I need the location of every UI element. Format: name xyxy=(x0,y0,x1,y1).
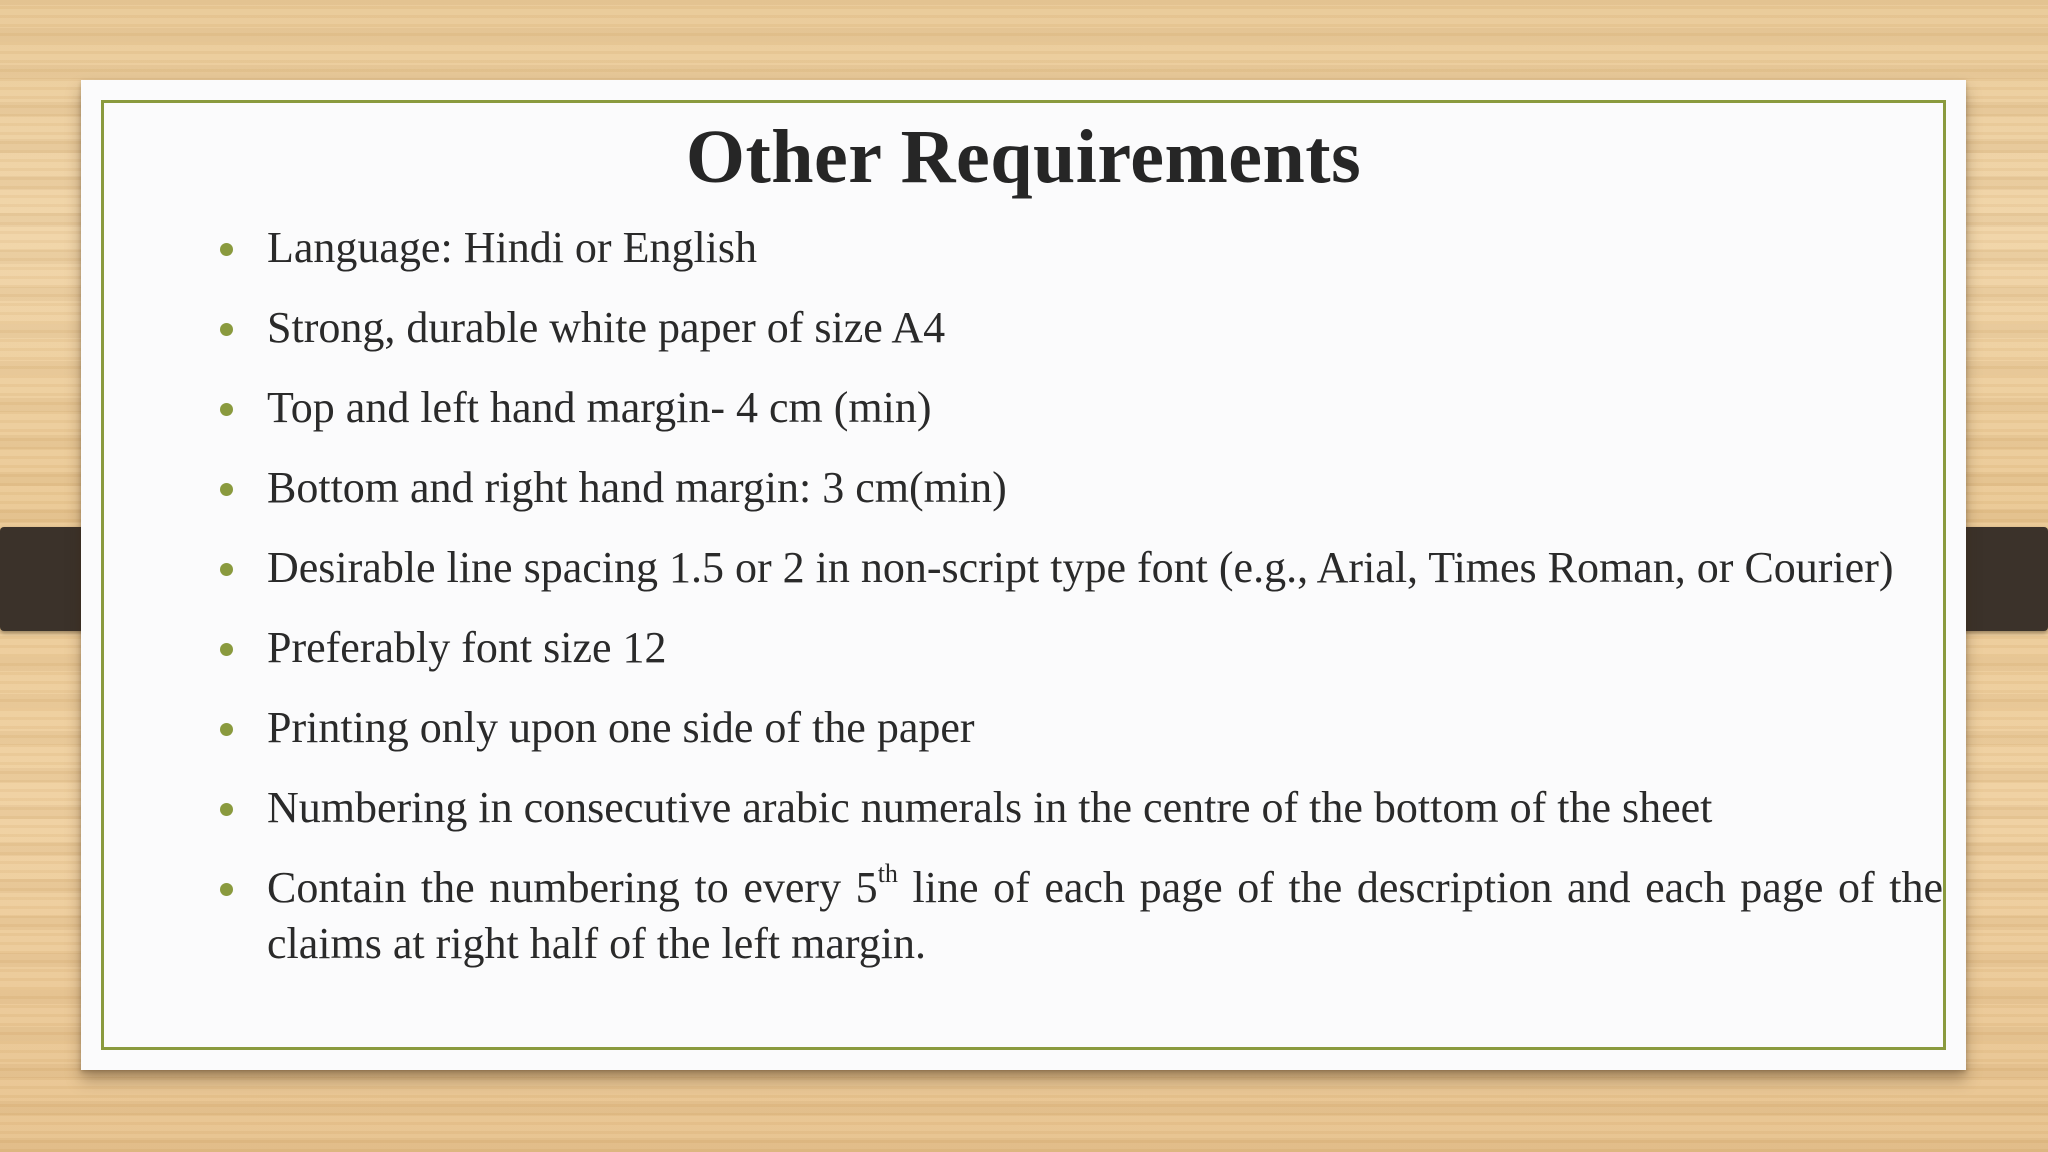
list-item xyxy=(267,460,1943,516)
list-item xyxy=(267,220,1943,276)
list-item-text: Bottom and right hand margin: 3 cm(min) xyxy=(267,463,1007,512)
list-item xyxy=(267,380,1943,436)
superscript-th: th xyxy=(877,859,898,888)
list-item-text-end: line of each page of the description and each page of the claims at right half of the left margin. xyxy=(267,863,1943,968)
list-item-text: Printing only upon one side of the paper xyxy=(267,703,975,752)
bullet-dot-icon xyxy=(220,563,233,576)
bullet-dot-icon xyxy=(220,243,233,256)
slide-title: Other Requirements xyxy=(685,115,1362,199)
list-item xyxy=(267,540,1943,596)
bullet-dot-icon xyxy=(220,803,233,816)
slide-card xyxy=(81,80,1966,1070)
requirements-list xyxy=(267,220,1943,996)
list-item xyxy=(267,860,1943,972)
list-item-text: Numbering in consecutive arabic numerals in the centre of the bottom of the sheet xyxy=(267,783,1713,832)
list-item xyxy=(267,300,1943,356)
bullet-dot-icon xyxy=(220,483,233,496)
bullet-dot-icon xyxy=(220,643,233,656)
list-item-text: Preferably font size 12 xyxy=(267,623,667,672)
bullet-dot-icon xyxy=(220,723,233,736)
bullet-dot-icon xyxy=(220,323,233,336)
list-item-text: Desirable line spacing 1.5 or 2 in non-script type font (e.g., Arial, Times Roman, or Courier) xyxy=(267,543,1894,592)
list-item xyxy=(267,780,1943,836)
list-item-text: Top and left hand margin- 4 cm (min) xyxy=(267,383,932,432)
list-item-text: Language: Hindi or English xyxy=(267,223,758,272)
list-item xyxy=(267,620,1943,676)
list-item-text-start: Contain the numbering to every 5 xyxy=(267,863,878,912)
list-item xyxy=(267,700,1943,756)
bullet-dot-icon xyxy=(220,403,233,416)
list-item-text: Strong, durable white paper of size A4 xyxy=(267,303,946,352)
bullet-dot-icon xyxy=(220,883,233,896)
